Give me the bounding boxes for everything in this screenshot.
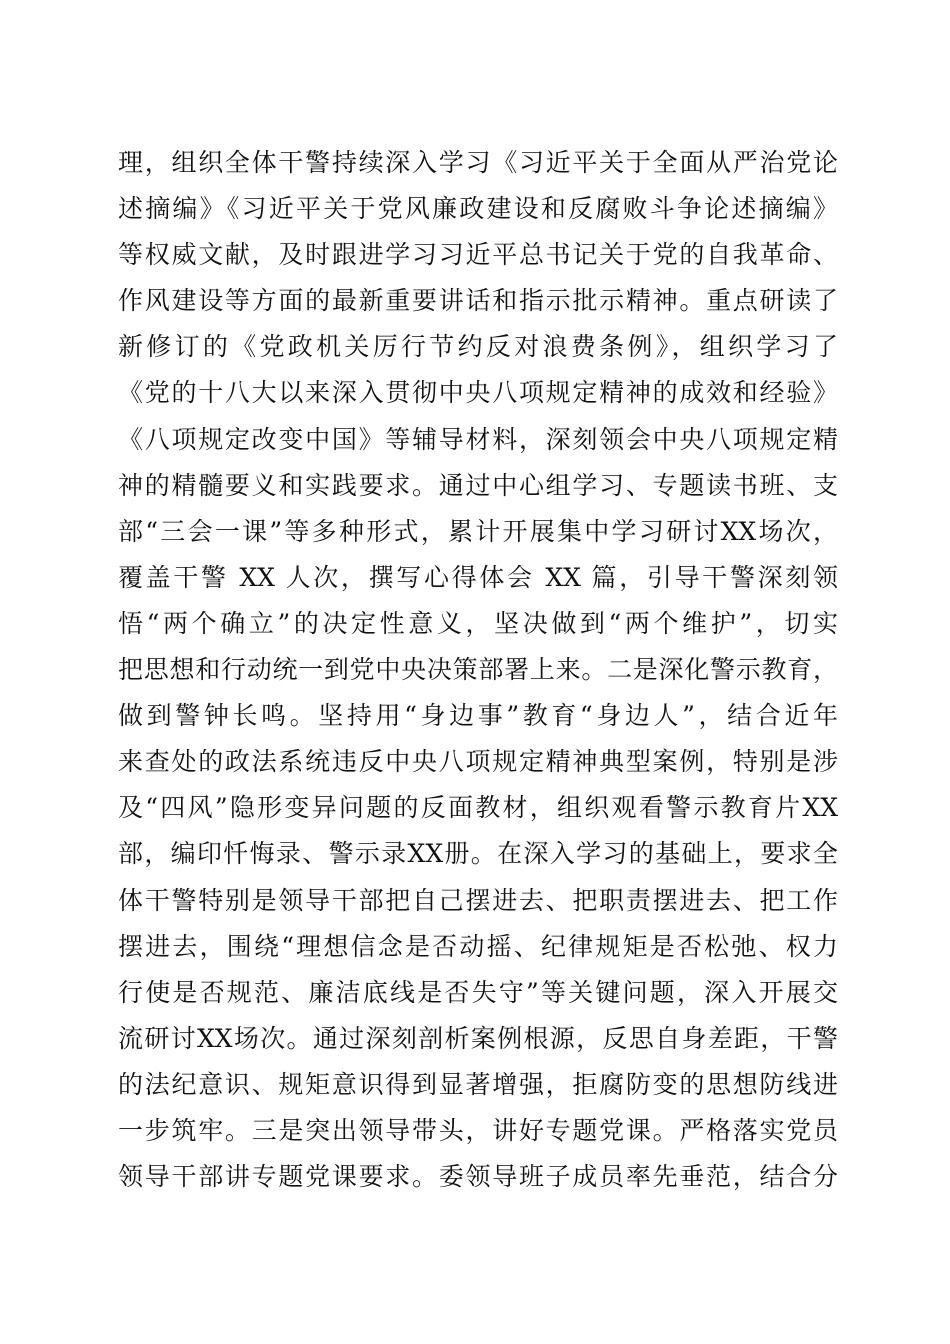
text-line: 部“三会一课”等多种形式，累计开展集中学习研讨XX场次， <box>118 516 838 546</box>
text-line: 行使是否规范、廉洁底线是否失守”等关键问题，深入开展交 <box>118 977 838 1007</box>
text-line: 述摘编》《习近平关于党风廉政建设和反腐败斗争论述摘编》 <box>118 194 838 224</box>
text-line: 摆进去，围绕“理想信念是否动摇、纪律规矩是否松弛、权力 <box>118 931 838 961</box>
text-line: 一步筑牢。三是突出领导带头，讲好专题党课。严格落实党员 <box>118 1115 838 1145</box>
text-line: 领导干部讲专题党课要求。委领导班子成员率先垂范，结合分 <box>118 1162 838 1192</box>
text-line: 《党的十八大以来深入贯彻中央八项规定精神的成效和经验》 <box>118 378 838 408</box>
text-line: 等权威文献，及时跟进学习习近平总书记关于党的自我革命、 <box>118 240 838 270</box>
text-line: 覆盖干警 XX 人次，撰写心得体会 XX 篇，引导干警深刻领 <box>118 562 838 592</box>
text-line: 理，组织全体干警持续深入学习《习近平关于全面从严治党论 <box>118 148 838 177</box>
text-line: 体干警特别是领导干部把自己摆进去、把职责摆进去、把工作 <box>118 885 838 915</box>
text-line: 《八项规定改变中国》等辅导材料，深刻领会中央八项规定精 <box>118 424 838 454</box>
text-line: 把思想和行动统一到党中央决策部署上来。二是深化警示教育， <box>118 655 838 685</box>
text-line: 做到警钟长鸣。坚持用“身边事”教育“身边人”，结合近年 <box>118 701 838 731</box>
text-line: 流研讨XX场次。通过深刻剖析案例根源，反思自身差距，干警 <box>118 1023 838 1053</box>
text-line: 新修订的《党政机关厉行节约反对浪费条例》，组织学习了 <box>118 332 838 362</box>
text-line: 神的精髓要义和实践要求。通过中心组学习、专题读书班、支 <box>118 470 838 500</box>
text-line: 部，编印忏悔录、警示录XX册。在深入学习的基础上，要求全 <box>118 839 838 869</box>
body-text <box>118 140 838 1200</box>
text-line: 的法纪意识、规矩意识得到显著增强，拒腐防变的思想防线进 <box>118 1069 838 1099</box>
text-line: 悟“两个确立”的决定性意义，坚决做到“两个维护”，切实 <box>118 608 838 638</box>
text-line: 作风建设等方面的最新重要讲话和指示批示精神。重点研读了 <box>118 286 838 316</box>
text-line: 来查处的政法系统违反中央八项规定精神典型案例，特别是涉 <box>118 747 838 777</box>
text-line: 及“四风”隐形变异问题的反面教材，组织观看警示教育片XX <box>118 793 838 823</box>
